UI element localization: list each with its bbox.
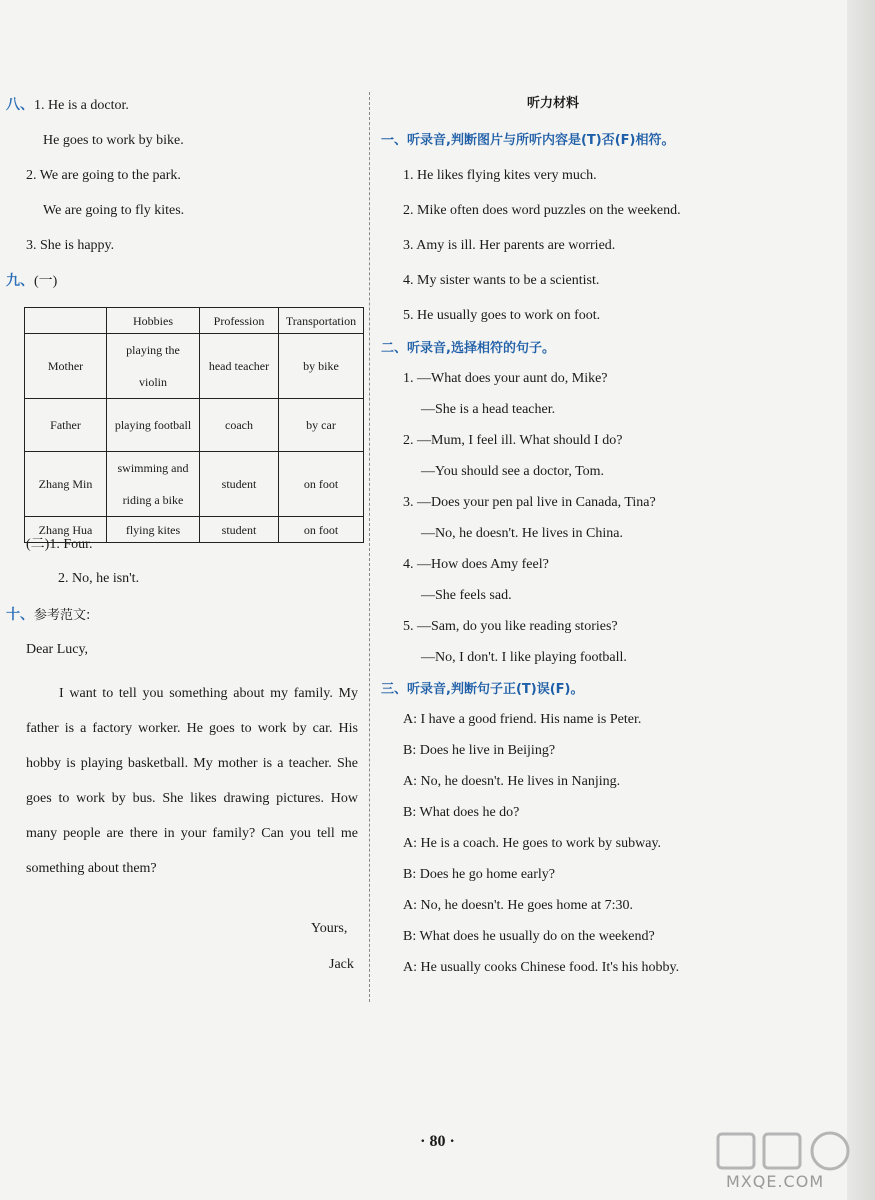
- part3-item: A: No, he doesn't. He goes home at 7:30.: [403, 898, 633, 913]
- part1-item: 5. He usually goes to work on foot.: [403, 308, 601, 323]
- letter-paragraph: I want to tell you something about my family. My father is a factory worker. He goes to work by car. His hobby is playing basketball. My mother is a teacher. She goes to work by bus. She likes drawing pictures. How many people are there in your family? Can you tell me something about them?: [26, 686, 358, 876]
- table-cell: Zhang Hua: [25, 517, 107, 543]
- part1-item: 4. My sister wants to be a scientist.: [403, 273, 600, 288]
- section8-line1: 八、1. He is a doctor.: [6, 97, 129, 113]
- table-cell: head teacher: [200, 334, 279, 399]
- part1-item: 2. Mike often does word puzzles on the weekend.: [403, 203, 681, 218]
- part3-item: A: He usually cooks Chinese food. It's his hobby.: [403, 960, 680, 975]
- table-cell: playing football: [107, 399, 200, 452]
- part2-item: —She feels sad.: [421, 588, 512, 603]
- letter-signature: Jack: [329, 957, 354, 972]
- section8-marker: 八、: [6, 97, 34, 113]
- watermark-text: MXQE.COM: [726, 1172, 825, 1191]
- table-cell: by bike: [279, 334, 364, 399]
- table-cell: Zhang Min: [25, 452, 107, 517]
- part3-item: B: What does he do?: [403, 805, 520, 820]
- section10-header: [6, 606, 90, 625]
- section10-marker: 十、: [6, 607, 34, 623]
- part3-item: B: What does he usually do on the weekend?: [403, 929, 655, 944]
- part3-item: A: No, he doesn't. He lives in Nanjing.: [403, 774, 621, 789]
- table-header-cell: Profession: [200, 308, 279, 334]
- part2-item: —You should see a doctor, Tom.: [421, 464, 605, 479]
- section8-line3: 2. We are going to the park.: [26, 168, 181, 183]
- section8-line4: We are going to fly kites.: [43, 203, 185, 218]
- part1-item: 1. He likes flying kites very much.: [403, 168, 597, 183]
- section8-line2: He goes to work by bike.: [43, 133, 184, 148]
- table-cell: student: [200, 452, 279, 517]
- part1-item: 3. Amy is ill. Her parents are worried.: [403, 238, 616, 253]
- left-column: [0, 0, 370, 1200]
- part2-item: 3. —Does your pen pal live in Canada, Tina?: [403, 495, 656, 510]
- section9-part2-line1: (二)1. Four.: [26, 537, 93, 552]
- part3-item: B: Does he live in Beijing?: [403, 743, 556, 758]
- section8-line5: 3. She is happy.: [26, 238, 115, 253]
- table-cell: student: [200, 517, 279, 543]
- part2-item: —She is a head teacher.: [421, 402, 556, 417]
- section9-part2-line2: 2. No, he isn't.: [58, 571, 140, 586]
- part2-heading: 二、听录音,选择相符的句子。: [381, 341, 555, 356]
- table-row: [25, 399, 364, 452]
- part2-item: —No, he doesn't. He lives in China.: [421, 526, 623, 541]
- table-header-cell: Transportation: [279, 308, 364, 334]
- letter-closing: Yours,: [311, 921, 348, 936]
- table-cell: coach: [200, 399, 279, 452]
- page-number: · 80 ·: [420, 1133, 455, 1150]
- table-cell: swimming and riding a bike: [107, 452, 200, 517]
- section9-header: 九、(一): [6, 273, 58, 289]
- part1-heading: 一、听录音,判断图片与所听内容是(T)否(F)相符。: [381, 133, 675, 148]
- right-column: [375, 0, 845, 1200]
- table-cell: Mother: [25, 334, 107, 399]
- part2-item: 4. —How does Amy feel?: [403, 557, 549, 572]
- table-cell: on foot: [279, 452, 364, 517]
- table-row: [25, 452, 364, 517]
- part3-item: A: He is a coach. He goes to work by subway.: [403, 836, 662, 851]
- answer-table: [24, 307, 364, 543]
- letter-greeting: Dear Lucy,: [26, 642, 89, 657]
- section10-title: 参考范文:: [34, 608, 91, 623]
- part2-item: 5. —Sam, do you like reading stories?: [403, 619, 618, 634]
- table-cell: on foot: [279, 517, 364, 543]
- part3-heading: 三、听录音,判断句子正(T)误(F)。: [381, 682, 584, 697]
- part3-item: B: Does he go home early?: [403, 867, 556, 882]
- table-header-cell: [25, 308, 107, 334]
- table-cell: playing the violin: [107, 334, 200, 399]
- table-cell: Father: [25, 399, 107, 452]
- page-edge: [847, 0, 875, 1200]
- section9-marker: 九、: [6, 273, 34, 289]
- part2-item: —No, I don't. I like playing football.: [421, 650, 627, 665]
- listening-title: 听力材料: [527, 96, 580, 111]
- part3-item: A: I have a good friend. His name is Peter.: [403, 712, 642, 727]
- part2-item: 1. —What does your aunt do, Mike?: [403, 371, 608, 386]
- table-header-cell: Hobbies: [107, 308, 200, 334]
- column-divider: [369, 92, 370, 1002]
- table-cell: flying kites: [107, 517, 200, 543]
- part2-item: 2. —Mum, I feel ill. What should I do?: [403, 433, 623, 448]
- table-header-row: [25, 308, 364, 334]
- letter-body: [26, 676, 358, 886]
- table-row: [25, 334, 364, 399]
- table-cell: by car: [279, 399, 364, 452]
